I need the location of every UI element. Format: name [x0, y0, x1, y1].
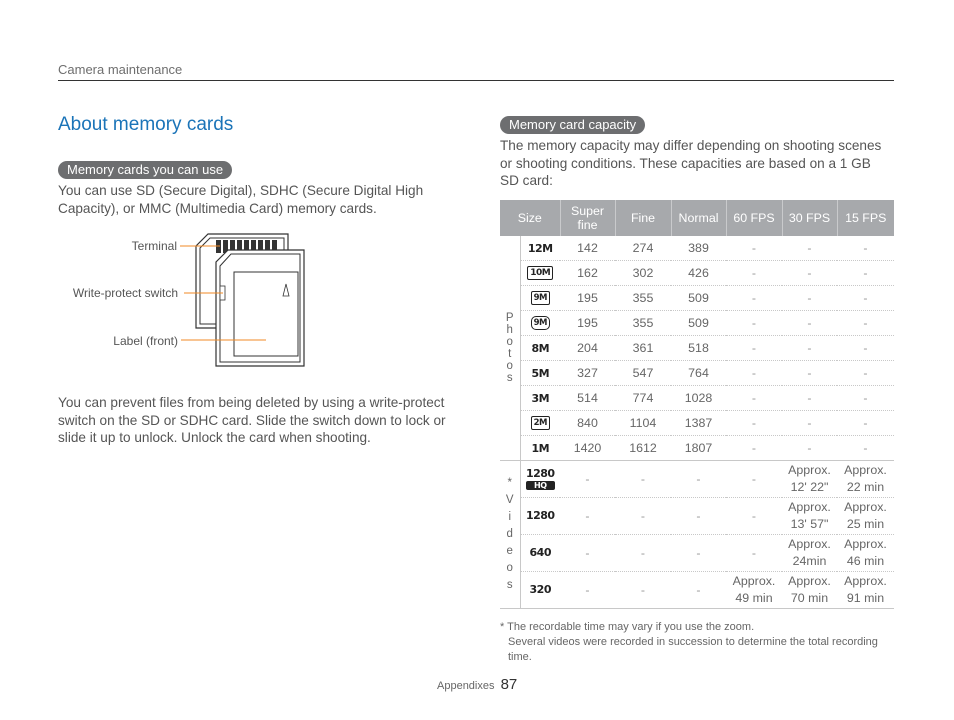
videos-group-label: * V i d e o s: [500, 461, 520, 609]
table-row: 640 - - - - Approx. 24min Approx. 46 min: [500, 535, 894, 572]
size-3m-icon: 3M: [520, 386, 560, 411]
size-1m-icon: 1M: [520, 436, 560, 461]
table-row: 9M 195 355 509 - - -: [500, 286, 894, 311]
page-title: About memory cards: [58, 114, 234, 135]
size-10m-icon: 10M: [520, 261, 560, 286]
header-super-fine: [560, 200, 615, 236]
footnote: [500, 620, 880, 665]
header-super: Super: [570, 204, 605, 218]
footnote-zoom: * The recordable time may vary if you use the zoom.: [500, 621, 755, 633]
write-protect-label: Write-protect switch: [72, 286, 178, 300]
capacity-pill: Memory card capacity: [500, 116, 645, 134]
header-15fps: 15 FPS: [837, 200, 894, 236]
table-row: * V i d e o s 1280 HQ - - - - Approx. 12' 22" Approx. 22 min: [500, 461, 894, 498]
capacity-intro: The memory capacity may differ depending on shooting scenes or shooting conditions. These capacities are based on a 1 GB SD card:: [500, 138, 882, 188]
capacity-table: [500, 200, 894, 609]
video-1280-hq-icon: 1280 HQ: [520, 461, 560, 498]
table-row: 9M 195 355 509 - - -: [500, 311, 894, 336]
footnote-succession: Several videos were recorded in succession to determine the total recording time.: [508, 636, 878, 663]
section-header: Camera maintenance: [58, 62, 183, 77]
sd-card-diagram: [60, 228, 320, 368]
size-9m-icon: 9M: [520, 311, 560, 336]
table-row: 5M 327 547 764 - - -: [500, 361, 894, 386]
table-row: 2M 840 1104 1387 - - -: [500, 411, 894, 436]
table-row: 10M 162 302 426 - - -: [500, 261, 894, 286]
footer-label: Appendixes: [437, 680, 495, 692]
table-row: 320 - - - Approx. 49 min Approx. 70 min Approx. 91 min: [500, 572, 894, 609]
write-protect-note: You can prevent files from being deleted by using a write-protect switch on the SD or SDHC card. Slide the switch down to lock or slide it up to unlock. Unlock the card when shooting.: [58, 395, 446, 445]
page-number: 87: [500, 676, 518, 693]
table-row: P h o t o s 12M 142 274 389 - - -: [500, 236, 894, 261]
memory-cards-intro: You can use SD (Secure Digital), SDHC (Secure Digital High Capacity), or MMC (Multimedia Card) memory cards.: [58, 183, 424, 216]
header-60fps: 60 FPS: [726, 200, 782, 236]
table-header-row: [500, 200, 894, 236]
terminal-label: Terminal: [131, 239, 177, 253]
header-rule: [58, 80, 894, 81]
table-row: 3M 514 774 1028 - - -: [500, 386, 894, 411]
video-640-icon: 640: [520, 535, 560, 572]
size-5m-icon: 5M: [520, 361, 560, 386]
header-size: Size: [500, 200, 560, 236]
label-front-label: Label (front): [113, 334, 178, 348]
table-row: 1280 - - - - Approx. 13' 57" Approx. 25 min: [500, 498, 894, 535]
header-30fps: 30 FPS: [782, 200, 837, 236]
size-2m-icon: 2M: [520, 411, 560, 436]
table-row: 8M 204 361 518 - - -: [500, 336, 894, 361]
video-1280-icon: 1280: [520, 498, 560, 535]
page-footer: [437, 676, 517, 693]
size-8m-icon: 8M: [520, 336, 560, 361]
size-12m-icon: 12M: [520, 236, 560, 261]
header-fine: Fine: [615, 200, 671, 236]
header-fine-word: fine: [577, 218, 598, 232]
size-9m-wide-icon: 9M: [520, 286, 560, 311]
video-320-icon: 320: [520, 572, 560, 609]
table-row: 1M 1420 1612 1807 - - -: [500, 436, 894, 461]
header-normal: Normal: [671, 200, 726, 236]
photos-group-label: P h o t o s: [500, 236, 520, 461]
memory-cards-pill: Memory cards you can use: [58, 161, 232, 179]
